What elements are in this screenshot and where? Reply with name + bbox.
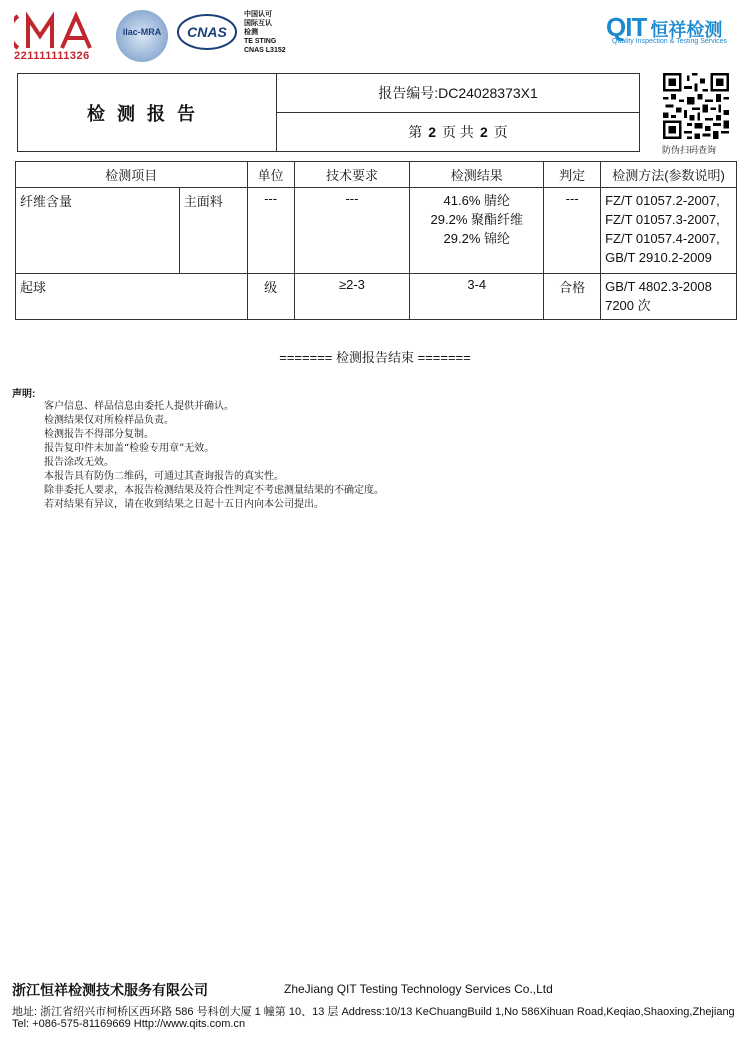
statement-line: 若对结果有异议，请在收到结果之日起十五日内向本公司提出。 (44, 499, 324, 510)
qr-code-icon (663, 73, 729, 139)
header-judgement: 判定 (544, 162, 601, 188)
cma-logo (14, 10, 100, 54)
statement-line: 报告复印件未加盖“检验专用章”无效。 (44, 443, 215, 454)
page-suffix: 页 (493, 124, 508, 140)
row-requirement: --- (294, 188, 410, 274)
statement-line: 报告涂改无效。 (44, 457, 114, 468)
cnas-accreditation-text (244, 10, 286, 55)
report-number: DC24028373X1 (438, 85, 538, 101)
cnas-line: 检测 (244, 29, 258, 36)
row-unit: 级 (247, 274, 294, 320)
row-results (410, 188, 544, 274)
table-header-row (16, 162, 737, 188)
page-prefix: 第 (408, 124, 423, 140)
results-table (15, 161, 737, 320)
footer-address: 地址: 浙江省绍兴市柯桥区西环路 586 号科创大厦 1 幢第 10、13 层 Address:10/13 KeChuangBuild 1,No 586Xihuan Road,Keqiao,Shaoxing,Zhejiang (12, 1006, 735, 1018)
report-number-label: 报告编号: (378, 85, 439, 101)
cma-number: 221111111326 (14, 50, 90, 62)
row-method (601, 188, 737, 274)
method-line: GB/T 4802.3-2008 (605, 279, 712, 294)
header-test-item: 检测项目 (16, 162, 248, 188)
page-mid: 页 共 (442, 124, 474, 140)
header-method: 检测方法(参数说明) (601, 162, 737, 188)
result-line: 41.6% 腈纶 (443, 193, 510, 208)
header-requirement: 技术要求 (294, 162, 410, 188)
cnas-logo (176, 12, 238, 52)
row-result: 3-4 (410, 274, 544, 320)
row-unit: --- (247, 188, 294, 274)
report-end-line: ======= 检测报告结束 ======= (279, 350, 471, 365)
statement-line: 本报告具有防伪二维码，可通过其查询报告的真实性。 (44, 471, 284, 482)
cnas-line: TE STING (244, 38, 277, 45)
row-requirement: ≥2-3 (294, 274, 410, 320)
qit-logo-mark: QIT (606, 12, 647, 42)
method-line: FZ/T 01057.2-2007, (605, 193, 720, 208)
statement-line: 检测结果仅对所检样品负责。 (44, 415, 174, 426)
result-line: 29.2% 锦纶 (443, 231, 510, 246)
qit-logo-cn: 恒祥检测 (650, 20, 723, 40)
qr-label: 防伪扫码查询 (662, 145, 717, 155)
method-line: FZ/T 01057.4-2007, (605, 231, 720, 246)
page-current: 2 (428, 124, 437, 140)
row-method (601, 274, 737, 320)
row-item: 起球 (16, 274, 248, 320)
footer-company-cn: 浙江恒祥检测技术服务有限公司 (12, 983, 208, 999)
cnas-line: 国际互认 (244, 20, 272, 27)
statement-line: 检测报告不得部分复制。 (44, 429, 154, 440)
row-judgement: 合格 (544, 274, 601, 320)
table-row (16, 274, 737, 320)
method-line: 7200 次 (605, 298, 651, 313)
method-line: FZ/T 01057.3-2007, (605, 212, 720, 227)
cnas-label: CNAS (187, 24, 227, 40)
row-item: 纤维含量 (16, 188, 180, 274)
report-number-cell (277, 74, 639, 113)
statement-line: 客户信息、样品信息由委托人提供并确认。 (44, 401, 234, 412)
row-judgement: --- (544, 188, 601, 274)
page-total: 2 (479, 124, 488, 140)
cnas-line: CNAS L3152 (244, 47, 286, 54)
footer-contact: Tel: +086-575-81169669 Http://www.qits.com.cn (12, 1018, 246, 1030)
header-unit: 单位 (247, 162, 294, 188)
table-row (16, 188, 737, 274)
ilac-label: ilac-MRA (122, 27, 162, 37)
report-title-box (17, 73, 640, 152)
report-title: 检测报告 (87, 103, 207, 125)
result-line: 29.2% 聚酯纤维 (430, 212, 523, 227)
statement-list (44, 400, 384, 512)
row-subitem: 主面料 (179, 188, 247, 274)
qit-subtitle: Quality Inspection & Testing Services (612, 38, 728, 45)
page-indicator (277, 113, 639, 151)
cnas-line: 中国认可 (244, 11, 272, 18)
header-result: 检测结果 (410, 162, 544, 188)
method-line: GB/T 2910.2-2009 (605, 250, 712, 265)
statement-title: 声明: (12, 389, 36, 400)
statement-line: 除非委托人要求，本报告检测结果及符合性判定不考虑测量结果的不确定度。 (44, 485, 384, 496)
ilac-mra-logo (116, 10, 168, 62)
footer-company-en: ZheJiang QIT Testing Technology Services Co.,Ltd (284, 982, 553, 996)
report-title-cell (18, 74, 277, 151)
